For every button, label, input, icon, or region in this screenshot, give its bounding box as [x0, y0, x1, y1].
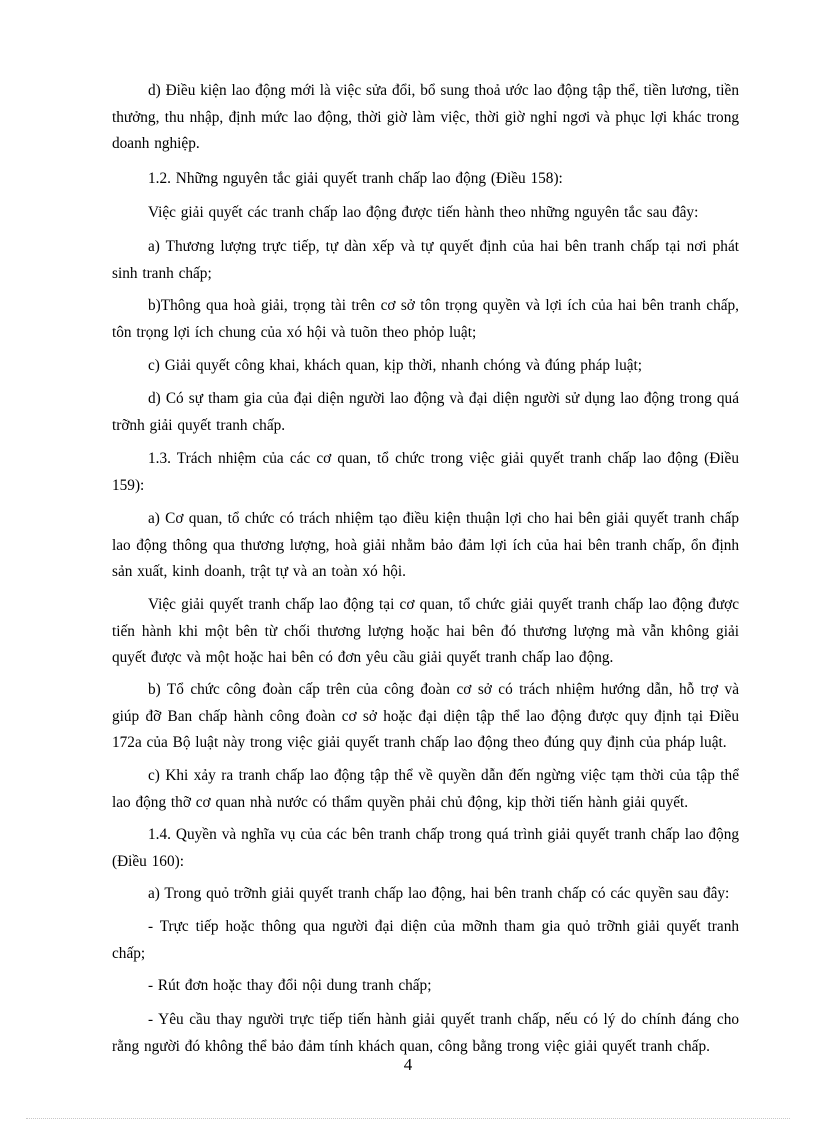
page-number: 4	[403, 1055, 413, 1074]
paragraph-responsibility-b: b) Tổ chức công đoàn cấp trên của công đoàn cơ sở có trách nhiệm hướng dẫn, hỗ trợ và giúp đỡ Ban chấp hành công đoàn cơ sở hoặc đại diện tập thể lao động được quy định tại Điều 172a của Bộ luật này trong việc giải quyết tranh chấp lao động theo đúng quy định của pháp luật.	[112, 681, 739, 751]
paragraph-resolution-conditions: Việc giải quyết tranh chấp lao động tại cơ quan, tổ chức giải quyết tranh chấp lao động được tiến hành khi một bên từ chối thương lượng hoặc hai bên đó thương lượng mà vẫn không giải quyết được và một hoặc hai bên có đơn yêu cầu giải quyết tranh chấp lao động.	[112, 596, 739, 666]
paragraph-working-conditions: d) Điều kiện lao động mới là việc sửa đổi, bổ sung thoả ước lao động tập thể, tiền lương, tiền thưởng, thu nhập, định mức lao động, thời giờ làm việc, thời giờ nghỉ ngơi và phục lợi khác trong doanh nghiệp.	[112, 82, 739, 152]
list-item-withdraw: - Rút đơn hoặc thay đổi nội dung tranh chấp;	[148, 977, 432, 994]
paragraph-principles-intro: Việc giải quyết các tranh chấp lao động được tiến hành theo những nguyên tắc sau đây:	[148, 204, 699, 221]
paragraph-principle-c: c) Giải quyết công khai, khách quan, kịp thời, nhanh chóng và đúng pháp luật;	[148, 357, 643, 374]
paragraph-responsibility-a: a) Cơ quan, tổ chức có trách nhiệm tạo điều kiện thuận lợi cho hai bên giải quyết tranh chấp lao động thông qua thương lượng, hoà giải nhằm bảo đảm lợi ích của hai bên tranh chấp, ổn định sản xuất, kinh doanh, trật tự và an toàn xó hội.	[112, 510, 739, 580]
list-item-participate: - Trực tiếp hoặc thông qua người đại diện của mỡnh tham gia quỏ trỡnh giải quyết tranh chấp;	[112, 918, 739, 962]
paragraph-rights-intro: a) Trong quỏ trỡnh giải quyết tranh chấp lao động, hai bên tranh chấp có các quyền sau đây:	[148, 885, 730, 902]
paragraph-responsibility-c: c) Khi xảy ra tranh chấp lao động tập thể về quyền dẫn đến ngừng việc tạm thời của tập thể lao động thỡ cơ quan nhà nước có thẩm quyền phải chủ động, kịp thời tiến hành giải quyết.	[112, 767, 739, 811]
paragraph-principle-d: d) Có sự tham gia của đại diện người lao động và đại diện người sử dụng lao động trong quá trỡnh giải quyết tranh chấp.	[112, 390, 739, 434]
heading-1-3-responsibilities: 1.3. Trách nhiệm của các cơ quan, tổ chức trong việc giải quyết tranh chấp lao động (Điều 159):	[112, 450, 739, 494]
paragraph-principle-b: b)Thông qua hoà giải, trọng tài trên cơ sở tôn trọng quyền và lợi ích của hai bên tranh chấp, tôn trọng lợi ích chung của xó hội và tuõn theo phỏp luật;	[112, 297, 739, 341]
list-item-replace-person: - Yêu cầu thay người trực tiếp tiến hành giải quyết tranh chấp, nếu có lý do chính đáng cho rằng người đó không thể bảo đảm tính khách quan, công bằng trong việc giải quyết tranh chấp.	[112, 1011, 739, 1055]
heading-1-4-rights-obligations: 1.4. Quyền và nghĩa vụ của các bên tranh chấp trong quá trình giải quyết tranh chấp lao động (Điều 160):	[112, 826, 739, 870]
paragraph-principle-a: a) Thương lượng trực tiếp, tự dàn xếp và tự quyết định của hai bên tranh chấp tại nơi phát sinh tranh chấp;	[112, 238, 739, 282]
heading-1-2-principles: 1.2. Những nguyên tắc giải quyết tranh chấp lao động (Điều 158):	[148, 170, 563, 187]
page-bottom-divider	[26, 1118, 790, 1119]
